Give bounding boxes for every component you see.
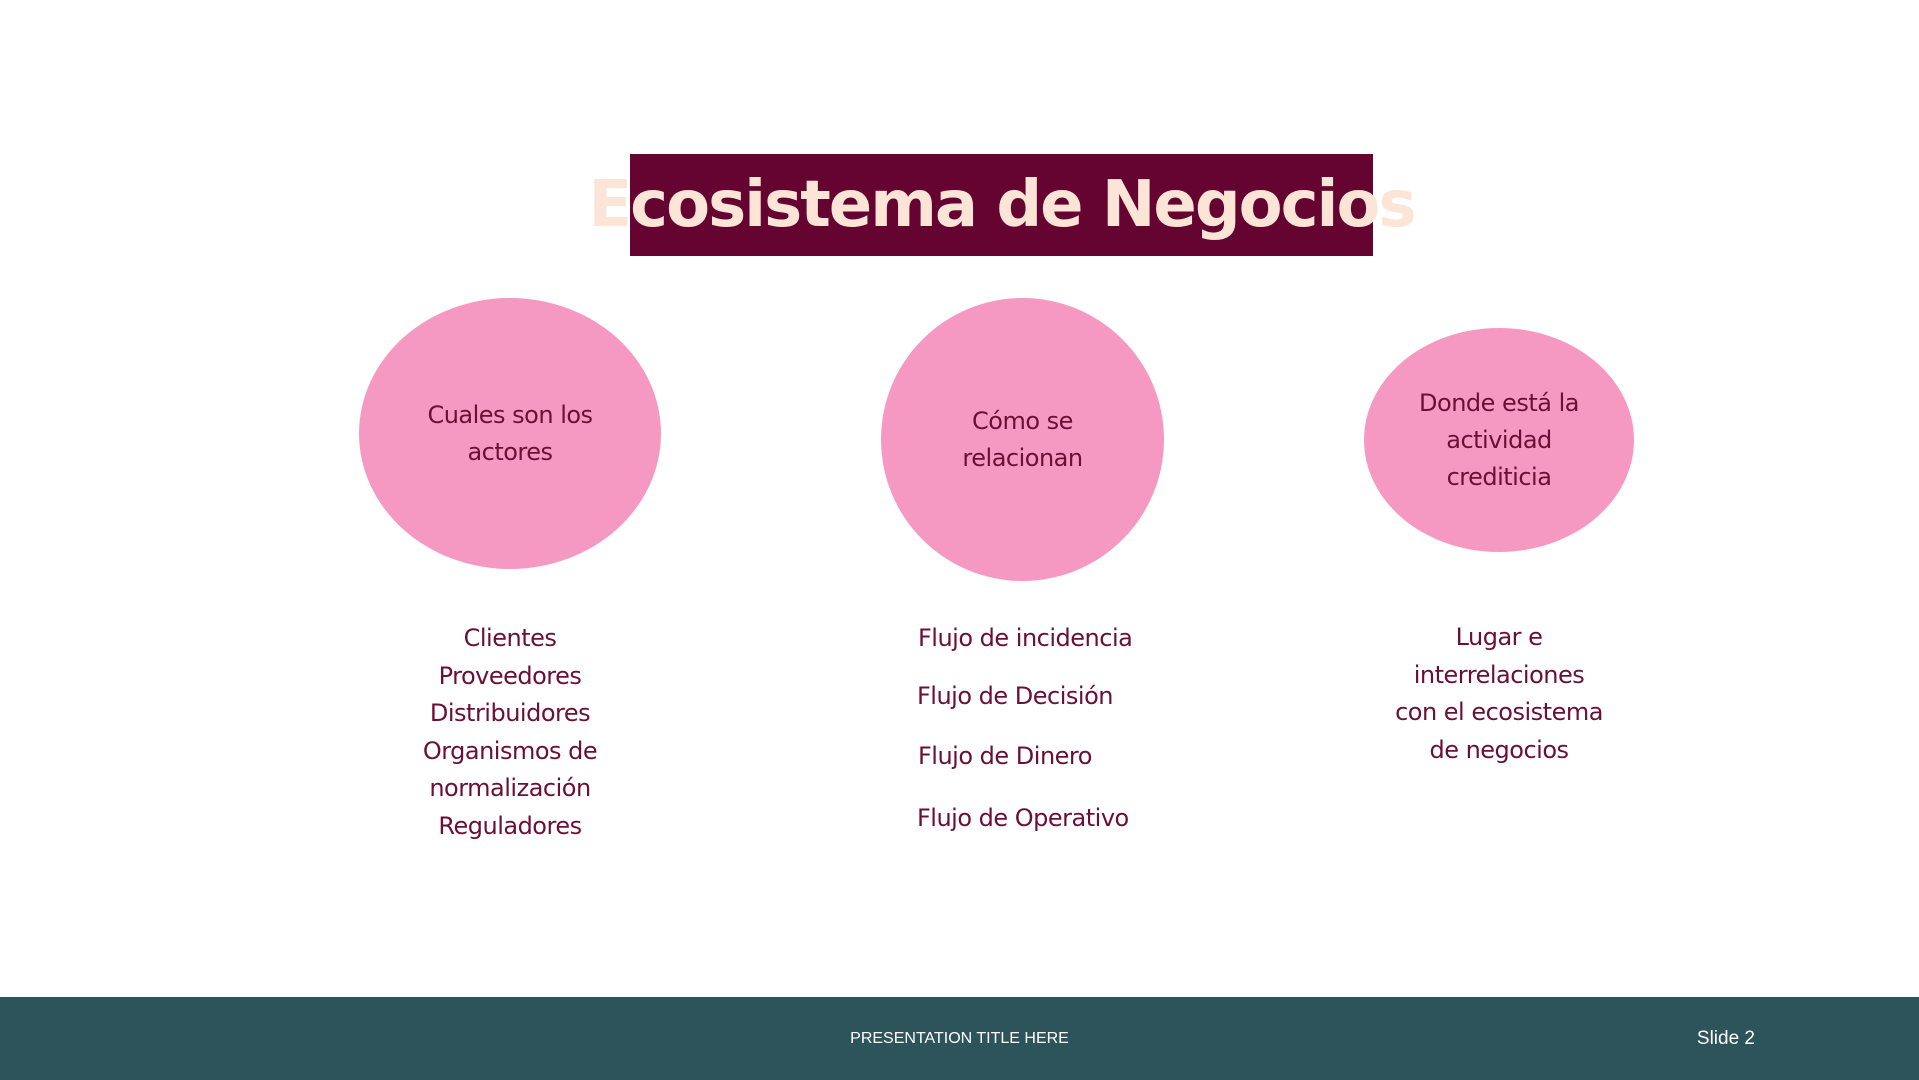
footer-presentation-title: PRESENTATION TITLE HERE xyxy=(850,1030,1069,1047)
footer-slide-number: Slide 2 xyxy=(1696,1028,1755,1049)
circle-credit-line-3: crediticia xyxy=(1446,462,1552,491)
list-item: Distribuidores xyxy=(429,699,591,727)
list-item: Lugar e xyxy=(1455,623,1543,651)
actors-list xyxy=(380,620,640,845)
circle-relations-line-1: Cómo se xyxy=(972,406,1073,435)
footer-bar xyxy=(0,997,1919,1080)
circle-credit xyxy=(1364,328,1634,552)
circle-actors-text xyxy=(427,397,592,471)
circle-actors-line-2: actores xyxy=(467,437,553,466)
circle-credit-line-1: Donde está la xyxy=(1419,388,1579,417)
circle-actors xyxy=(359,298,661,569)
list-item: Flujo de Decisión xyxy=(917,682,1113,710)
list-item: normalización xyxy=(429,774,591,802)
circle-relations-text xyxy=(962,403,1082,477)
place-list xyxy=(1364,619,1634,769)
list-item: Proveedores xyxy=(438,661,582,690)
list-item: Reguladores xyxy=(438,811,582,840)
list-item: Flujo de Operativo xyxy=(917,804,1129,832)
circle-credit-text xyxy=(1419,385,1579,496)
slide-title: Ecosistema de Negocios xyxy=(588,168,1415,242)
circle-relations-line-2: relacionan xyxy=(962,443,1083,472)
list-item: con el ecosistema xyxy=(1395,698,1603,726)
list-item: Flujo de incidencia xyxy=(918,624,1133,652)
circle-relations xyxy=(881,298,1164,581)
list-item: Organismos de xyxy=(422,736,598,765)
list-item: de negocios xyxy=(1429,735,1569,764)
circle-actors-line-1: Cuales son los xyxy=(427,400,593,429)
list-item: interrelaciones xyxy=(1413,660,1585,689)
list-item: Flujo de Dinero xyxy=(918,742,1092,770)
list-item: Clientes xyxy=(463,624,557,652)
slide-title-box xyxy=(588,154,1415,256)
circle-credit-line-2: actividad xyxy=(1446,425,1552,454)
